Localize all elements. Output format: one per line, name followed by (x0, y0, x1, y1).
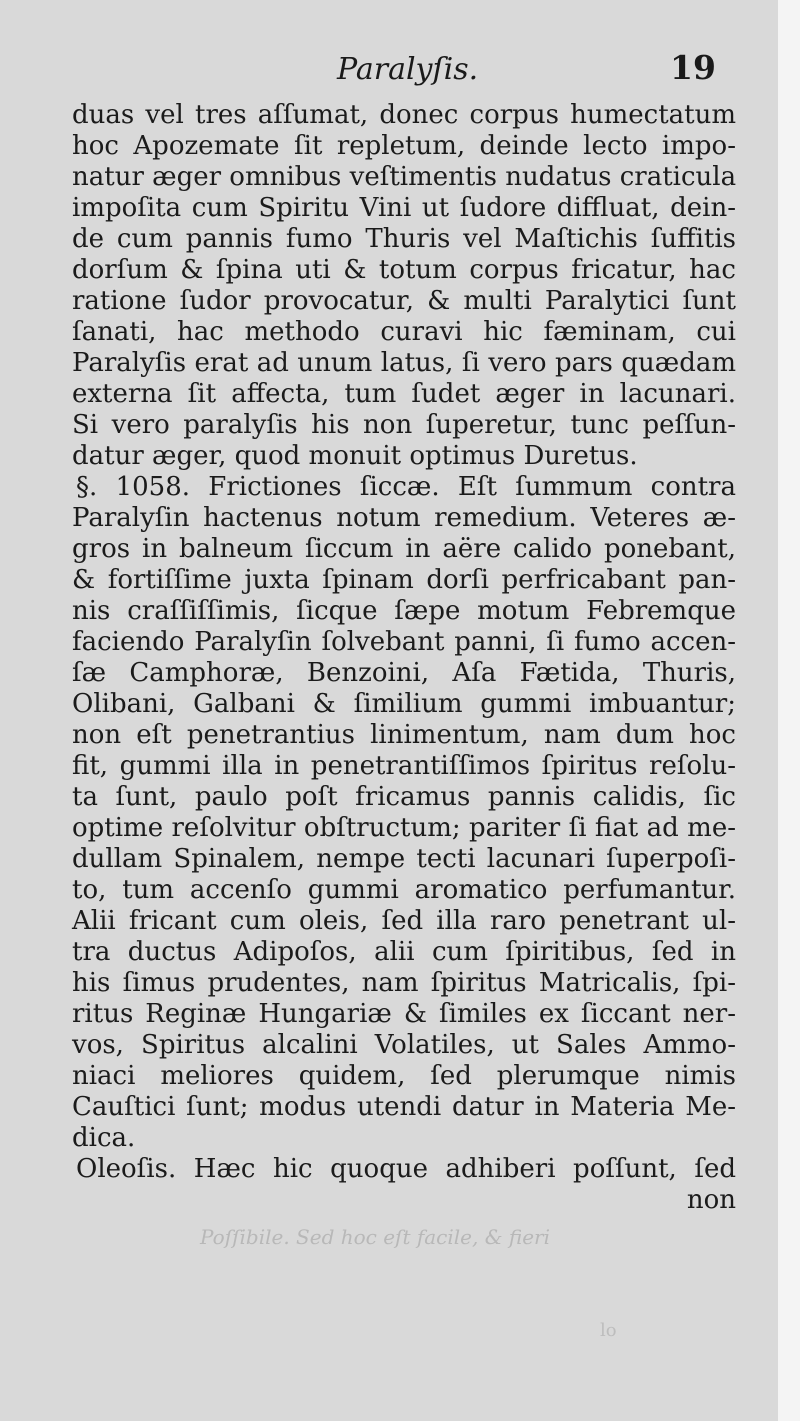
text-line: & fortiſſime juxta ſpinam dorſi perfricabant pan- (72, 565, 736, 595)
text-line: optime reſolvitur obſtructum; pariter ſi fiat ad me- (72, 813, 736, 843)
text-line: Si vero paralyſis his non ſuperetur, tunc peſſun- (72, 410, 736, 440)
text-line: tra ductus Adipoſos, alii cum ſpiritibus, ſed in (72, 937, 736, 967)
page-header (0, 48, 778, 94)
text-line: his ſimus prudentes, nam ſpiritus Matricalis, ſpi- (72, 968, 736, 998)
text-line: Paralyſin hactenus notum remedium. Veteres æ- (72, 503, 736, 533)
bleed-through-text: Poſſibile. Sed hoc eſt facile, & fieri (200, 1225, 551, 1249)
text-line: Cauſtici ſunt; modus utendi datur in Materia Me- (72, 1092, 736, 1122)
running-head: Paralyſis. (337, 52, 479, 87)
text-line: dullam Spinalem, nempe tecti lacunari ſuperpoſi- (72, 844, 736, 874)
text-line: faciendo Paralyſin ſolvebant panni, ſi fumo accen- (72, 627, 736, 657)
text-line: hoc Apozemate ſit repletum, deinde lecto impo- (72, 131, 736, 161)
paragraph-start-line: Oleoſis. Hæc hic quoque adhiberi poſſunt, ſed (76, 1154, 736, 1184)
text-line: ſanati, hac methodo curavi hic fæminam, cui (72, 317, 736, 347)
text-line: externa ſit affecta, tum ſudet æger in lacunari. (72, 379, 736, 409)
page-body-text (72, 100, 736, 1216)
text-line: natur æger omnibus veſtimentis nudatus craticula (72, 162, 737, 192)
text-line: ſæ Camphoræ, Benzoini, Aſa Fætida, Thuris, (72, 658, 736, 688)
text-line: non eſt penetrantius linimentum, nam dum hoc (72, 720, 736, 750)
text-line: impoſita cum Spiritu Vini ut ſudore diffluat, dein- (72, 193, 736, 223)
section-heading-line: §. 1058. Frictiones ſiccæ. Eſt ſummum contra (76, 472, 736, 502)
text-line: dorſum & ſpina uti & totum corpus fricatur, hac (72, 255, 736, 285)
catchword: non (686, 1185, 736, 1215)
text-line: ta ſunt, paulo poſt fricamus pannis calidis, ſic (72, 782, 736, 812)
text-line: de cum pannis fumo Thuris vel Maſtichis ſuffitis (72, 224, 736, 254)
bleed-through-text: lo (600, 1320, 617, 1341)
text-line: datur æger, quod monuit optimus Duretus. (72, 441, 638, 471)
scan-margin (778, 0, 800, 1421)
text-line: ritus Reginæ Hungariæ & ſimiles ex ſiccant ner- (72, 999, 736, 1029)
text-line: Paralyſis erat ad unum latus, ſi vero pars quædam (72, 348, 736, 378)
text-line: duas vel tres aſſumat, donec corpus humectatum (72, 100, 736, 130)
page-number: 19 (670, 48, 716, 87)
text-line: ratione ſudor provocatur, & multi Paralytici ſunt (72, 286, 736, 316)
text-line: nis craſſiſſimis, ſicque ſæpe motum Febremque (72, 596, 736, 626)
text-line: dica. (72, 1123, 136, 1153)
text-line: niaci meliores quidem, ſed plerumque nimis (72, 1061, 736, 1091)
text-line: Alii fricant cum oleis, ſed illa raro penetrant ul- (72, 906, 736, 936)
text-line: gros in balneum ſiccum in aëre calido ponebant, (72, 534, 736, 564)
text-line: to, tum accenſo gummi aromatico perfumantur. (72, 875, 736, 905)
text-line: vos, Spiritus alcalini Volatiles, ut Sales Ammo- (72, 1030, 736, 1060)
text-line: Olibani, Galbani & ſimilium gummi imbuantur; (72, 689, 736, 719)
text-line: fit, gummi illa in penetrantiſſimos ſpiritus reſolu- (72, 751, 736, 781)
